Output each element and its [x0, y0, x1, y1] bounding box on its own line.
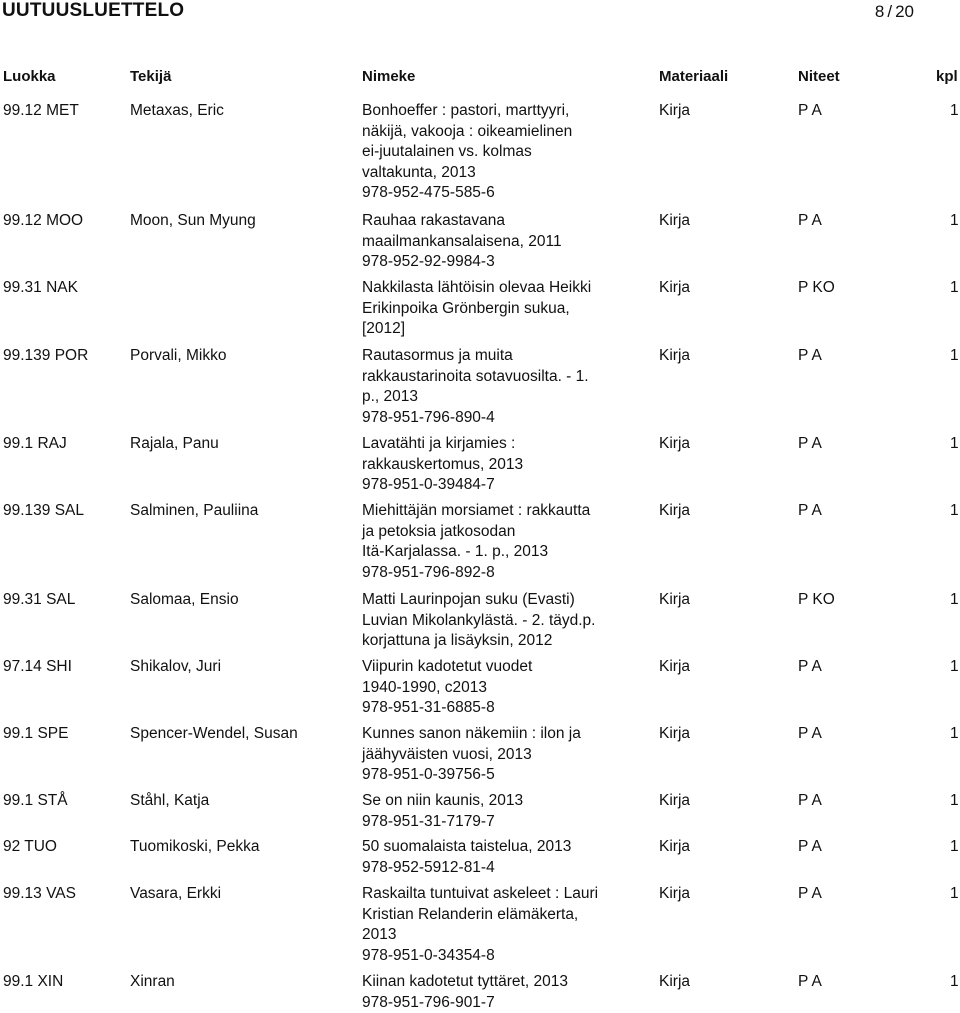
cell-niteet: P A [798, 838, 822, 855]
nimeke-line: Kiinan kadotetut tyttäret, 2013 [362, 973, 568, 990]
cell-niteet: P A [798, 885, 822, 902]
nimeke-line: rakkauskertomus, 2013 [362, 455, 524, 473]
page-separator: / [887, 2, 893, 21]
cell-kpl: 1 [950, 591, 959, 608]
nimeke-line: korjattuna ja lisäyksin, 2012 [362, 632, 553, 650]
nimeke-line: Raskailta tuntuivat askeleet : Lauri [362, 885, 599, 902]
cell-niteet: P KO [798, 591, 835, 608]
cell-tekija: Moon, Sun Myung [130, 212, 256, 229]
cell-niteet: P A [798, 973, 822, 990]
cell-luokka: 99.12 MOO [3, 212, 84, 229]
cell-kpl: 1 [950, 279, 959, 296]
nimeke-line: Rauhaa rakastavana [362, 212, 506, 229]
cell-materiaali: Kirja [659, 792, 691, 809]
cell-niteet: P A [798, 502, 822, 519]
cell-luokka: 92 TUO [3, 838, 57, 855]
nimeke-line: 978-951-31-7179-7 [362, 812, 495, 830]
cell-materiaali: Kirja [659, 347, 691, 364]
cell-nimeke [362, 211, 562, 273]
nimeke-line: 978-951-0-34354-8 [362, 946, 495, 964]
cell-kpl: 1 [950, 792, 959, 809]
cell-niteet: P A [798, 658, 822, 675]
table-header [0, 68, 960, 90]
nimeke-line: 978-952-5912-81-4 [362, 858, 495, 876]
cell-tekija: Metaxas, Eric [130, 102, 224, 119]
cell-nimeke [362, 884, 598, 966]
nimeke-line: Nakkilasta lähtöisin olevaa Heikki [362, 279, 592, 296]
document-title: UUTUUSLUETTELO [2, 0, 185, 21]
nimeke-line: 978-952-92-9984-3 [362, 253, 495, 271]
nimeke-line: [2012] [362, 320, 406, 338]
nimeke-line: 978-951-796-892-8 [362, 563, 495, 581]
cell-niteet: P A [798, 102, 822, 119]
cell-luokka: 99.1 RAJ [3, 435, 67, 452]
cell-kpl: 1 [950, 725, 959, 742]
nimeke-line: 978-951-0-39756-5 [362, 766, 495, 784]
cell-kpl: 1 [950, 102, 959, 119]
nimeke-line: Rautasormus ja muita [362, 347, 513, 364]
cell-kpl: 1 [950, 658, 959, 675]
cell-luokka: 99.31 SAL [3, 591, 76, 608]
cell-tekija: Rajala, Panu [130, 435, 219, 452]
cell-materiaali: Kirja [659, 502, 691, 519]
nimeke-line: Erikinpoika Grönbergin sukua, [362, 299, 570, 317]
cell-luokka: 99.1 SPE [3, 725, 69, 742]
nimeke-line: näkijä, vakooja : oikeamielinen [362, 122, 573, 140]
nimeke-line: Kunnes sanon näkemiin : ilon ja [362, 725, 581, 742]
cell-nimeke [362, 724, 581, 786]
column-header-luokka: Luokka [3, 68, 56, 85]
nimeke-line: valtakunta, 2013 [362, 163, 476, 181]
nimeke-line: Luvian Mikolankylästä. - 2. täyd.p. [362, 611, 596, 629]
cell-luokka: 99.31 NAK [3, 279, 78, 296]
cell-niteet: P KO [798, 279, 835, 296]
nimeke-line: 978-952-475-585-6 [362, 184, 495, 202]
cell-tekija: Xinran [130, 973, 175, 990]
cell-kpl: 1 [950, 885, 959, 902]
cell-materiaali: Kirja [659, 973, 691, 990]
cell-tekija: Salminen, Pauliina [130, 502, 259, 519]
page-total: 20 [895, 2, 914, 21]
cell-luokka: 99.1 STÅ [3, 792, 68, 809]
page-current: 8 [874, 2, 885, 21]
cell-luokka: 99.139 SAL [3, 502, 85, 519]
cell-materiaali: Kirja [659, 212, 691, 229]
cell-tekija: Porvali, Mikko [130, 347, 227, 364]
nimeke-line: 50 suomalaista taistelua, 2013 [362, 838, 572, 855]
column-header-niteet: Niteet [798, 68, 840, 85]
cell-materiaali: Kirja [659, 658, 691, 675]
cell-tekija: Ståhl, Katja [130, 792, 210, 809]
nimeke-line: 978-951-796-901-7 [362, 993, 495, 1011]
cell-niteet: P A [798, 435, 822, 452]
cell-kpl: 1 [950, 212, 959, 229]
nimeke-line: Se on niin kaunis, 2013 [362, 792, 524, 809]
cell-nimeke [362, 346, 589, 428]
cell-luokka: 97.14 SHI [3, 658, 72, 675]
column-header-kpl: kpl [936, 68, 958, 85]
nimeke-line: Kristian Relanderin elämäkerta, [362, 905, 579, 923]
cell-tekija: Shikalov, Juri [130, 658, 222, 675]
nimeke-line: 978-951-31-6885-8 [362, 699, 495, 717]
cell-nimeke [362, 434, 523, 496]
nimeke-line: ja petoksia jatkosodan [362, 522, 516, 540]
cell-niteet: P A [798, 212, 822, 229]
cell-nimeke [362, 657, 532, 719]
cell-luokka: 99.139 POR [3, 347, 89, 364]
cell-kpl: 1 [950, 838, 959, 855]
cell-tekija: Tuomikoski, Pekka [130, 838, 260, 855]
cell-nimeke [362, 837, 571, 878]
cell-materiaali: Kirja [659, 102, 691, 119]
page-number [875, 2, 914, 22]
nimeke-line: rakkaustarinoita sotavuosilta. - 1. [362, 367, 589, 385]
cell-nimeke [362, 791, 523, 832]
column-header-materiaali: Materiaali [659, 68, 729, 85]
nimeke-line: Miehittäjän morsiamet : rakkautta [362, 502, 591, 519]
cell-materiaali: Kirja [659, 279, 691, 296]
nimeke-line: 2013 [362, 926, 397, 944]
nimeke-line: jäähyväisten vuosi, 2013 [362, 745, 532, 763]
cell-materiaali: Kirja [659, 591, 691, 608]
cell-kpl: 1 [950, 347, 959, 364]
nimeke-line: 978-951-0-39484-7 [362, 476, 495, 494]
column-header-nimeke: Nimeke [362, 68, 416, 85]
cell-luokka: 99.13 VAS [3, 885, 76, 902]
cell-nimeke [362, 278, 591, 340]
nimeke-line: Viipurin kadotetut vuodet [362, 658, 533, 675]
cell-tekija: Salomaa, Ensio [130, 591, 239, 608]
cell-materiaali: Kirja [659, 885, 691, 902]
nimeke-line: Bonhoeffer : pastori, marttyyri, [362, 102, 570, 119]
cell-kpl: 1 [950, 435, 959, 452]
cell-nimeke [362, 590, 595, 652]
cell-luokka: 99.1 XIN [3, 973, 64, 990]
cell-luokka: 99.12 MET [3, 102, 79, 119]
cell-nimeke [362, 101, 572, 204]
nimeke-line: Lavatähti ja kirjamies : [362, 435, 516, 452]
nimeke-line: p., 2013 [362, 388, 419, 406]
cell-niteet: P A [798, 347, 822, 364]
column-header-tekija: Tekijä [130, 68, 172, 85]
cell-tekija: Spencer-Wendel, Susan [130, 725, 298, 742]
cell-nimeke [362, 972, 568, 1013]
cell-kpl: 1 [950, 973, 959, 990]
nimeke-line: 978-951-796-890-4 [362, 408, 495, 426]
nimeke-line: Itä-Karjalassa. - 1. p., 2013 [362, 543, 549, 561]
cell-kpl: 1 [950, 502, 959, 519]
cell-tekija: Vasara, Erkki [130, 885, 222, 902]
nimeke-line: 1940-1990, c2013 [362, 678, 487, 696]
cell-niteet: P A [798, 792, 822, 809]
nimeke-line: ei-juutalainen vs. kolmas [362, 143, 532, 161]
cell-niteet: P A [798, 725, 822, 742]
cell-materiaali: Kirja [659, 725, 691, 742]
cell-materiaali: Kirja [659, 838, 691, 855]
cell-materiaali: Kirja [659, 435, 691, 452]
cell-nimeke [362, 501, 590, 583]
nimeke-line: Matti Laurinpojan suku (Evasti) [362, 591, 575, 608]
nimeke-line: maailmankansalaisena, 2011 [362, 232, 562, 250]
